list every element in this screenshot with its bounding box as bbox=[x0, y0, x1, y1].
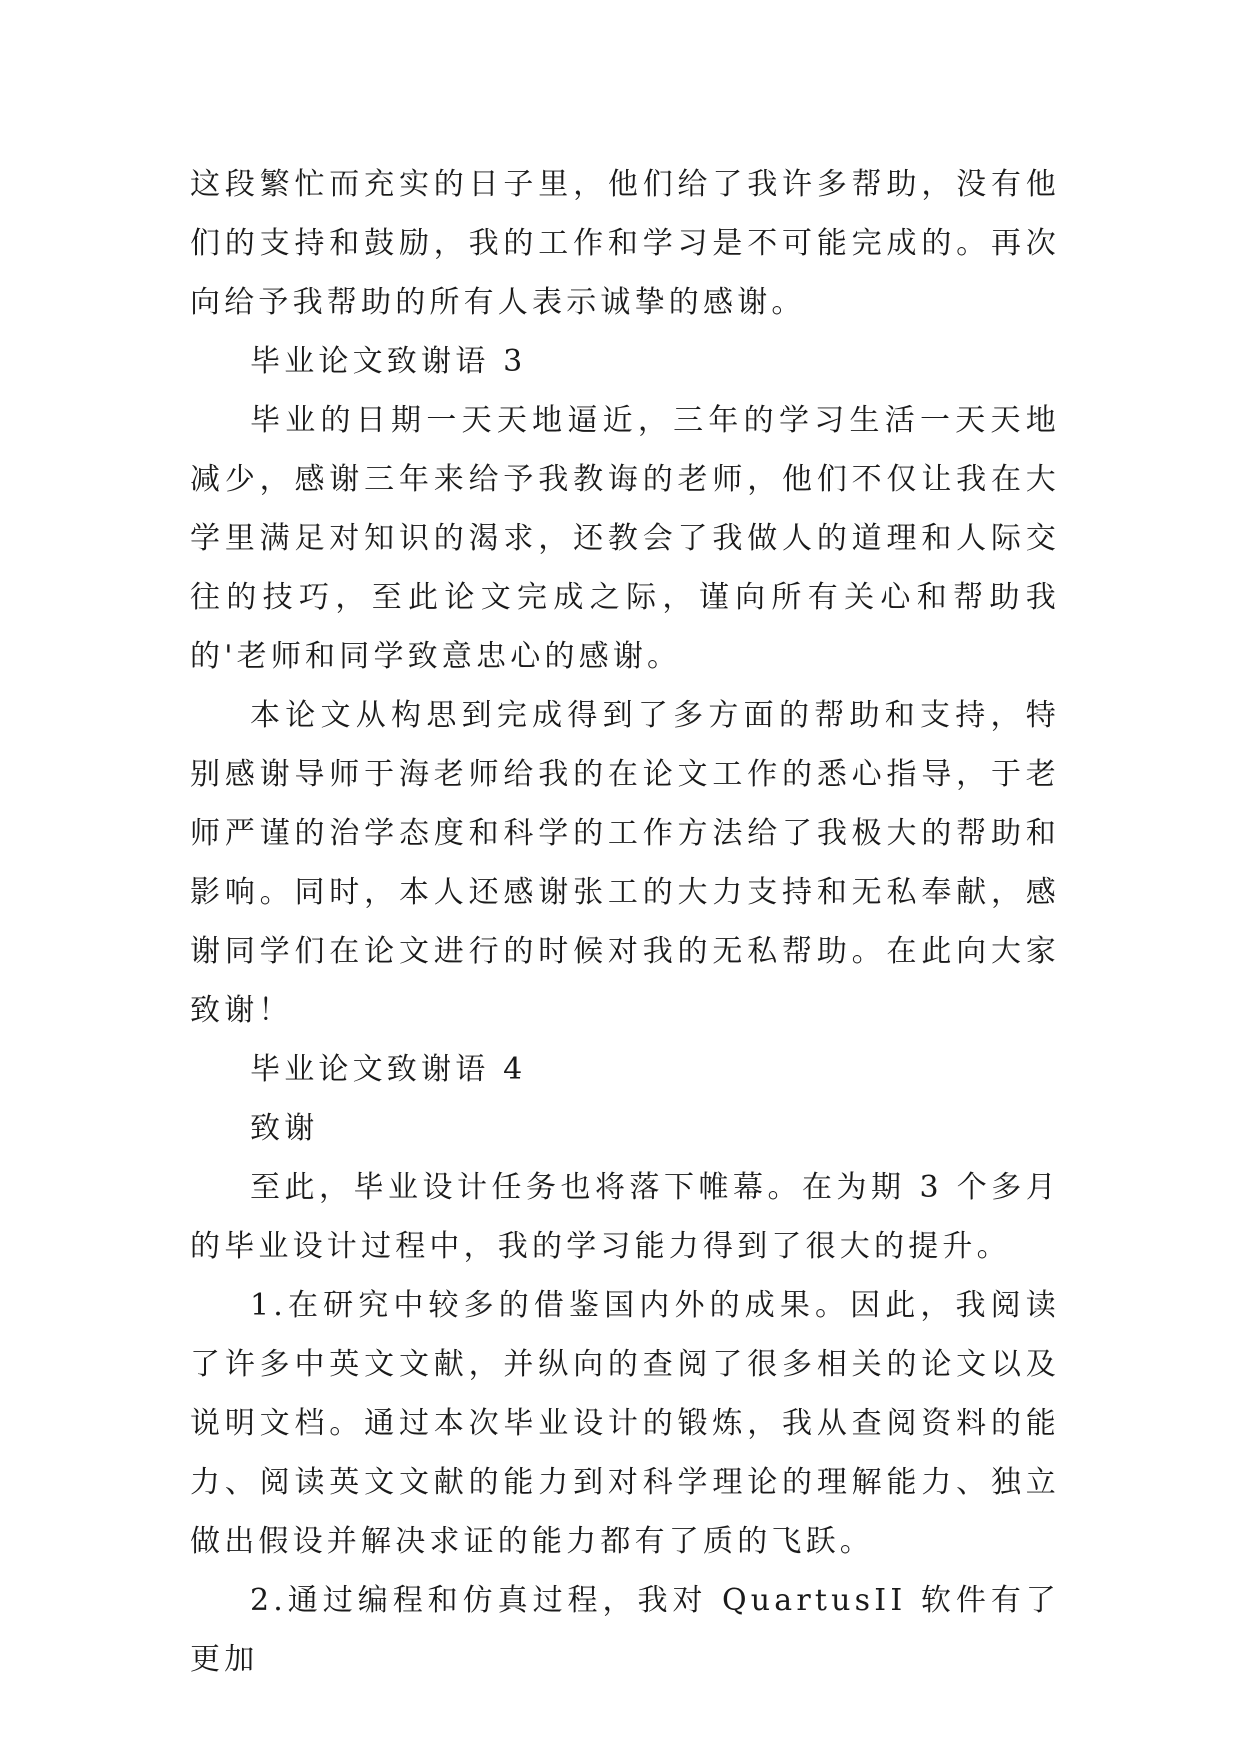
paragraph-list-item-2: 2.通过编程和仿真过程，我对 QuartusII 软件有了更加 bbox=[190, 1583, 1060, 1677]
paragraph: 毕业的日期一天天地逼近，三年的学习生活一天天地减少，感谢三年来给予我教诲的老师，他们不仅让我在大学里满足对知识的渴求，还教会了我做人的道理和人际交往的技巧，至此论文完成之际，谨向所有关心和帮助我的'老师和同学致意忠心的感谢。 bbox=[190, 403, 1060, 674]
paragraph-continuation: 这段繁忙而充实的日子里，他们给了我许多帮助，没有他们的支持和鼓励，我的工作和学习是不可能完成的。再次向给予我帮助的所有人表示诚挚的感谢。 bbox=[190, 167, 1060, 320]
section-heading-3: 毕业论文致谢语 3 bbox=[250, 344, 527, 379]
section-heading-4: 毕业论文致谢语 4 bbox=[250, 1052, 527, 1087]
paragraph: 至此，毕业设计任务也将落下帷幕。在为期 3 个多月的毕业设计过程中，我的学习能力得到了很大的提升。 bbox=[190, 1170, 1060, 1264]
acknowledgement-title: 致谢 bbox=[250, 1111, 319, 1146]
paragraph: 本论文从构思到完成得到了多方面的帮助和支持，特别感谢导师于海老师给我的在论文工作的悉心指导，于老师严谨的治学态度和科学的工作方法给了我极大的帮助和影响。同时，本人还感谢张工的大力支持和无私奉献，感谢同学们在论文进行的时候对我的无私帮助。在此向大家致谢！ bbox=[190, 698, 1060, 1028]
paragraph-list-item-1: 1.在研究中较多的借鉴国内外的成果。因此，我阅读了许多中英文文献，并纵向的查阅了很多相关的论文以及说明文档。通过本次毕业设计的锻炼，我从查阅资料的能力、阅读英文文献的能力到对科学理论的理解能力、独立做出假设并解决求证的能力都有了质的飞跃。 bbox=[190, 1288, 1060, 1559]
document-body bbox=[190, 155, 1060, 1689]
